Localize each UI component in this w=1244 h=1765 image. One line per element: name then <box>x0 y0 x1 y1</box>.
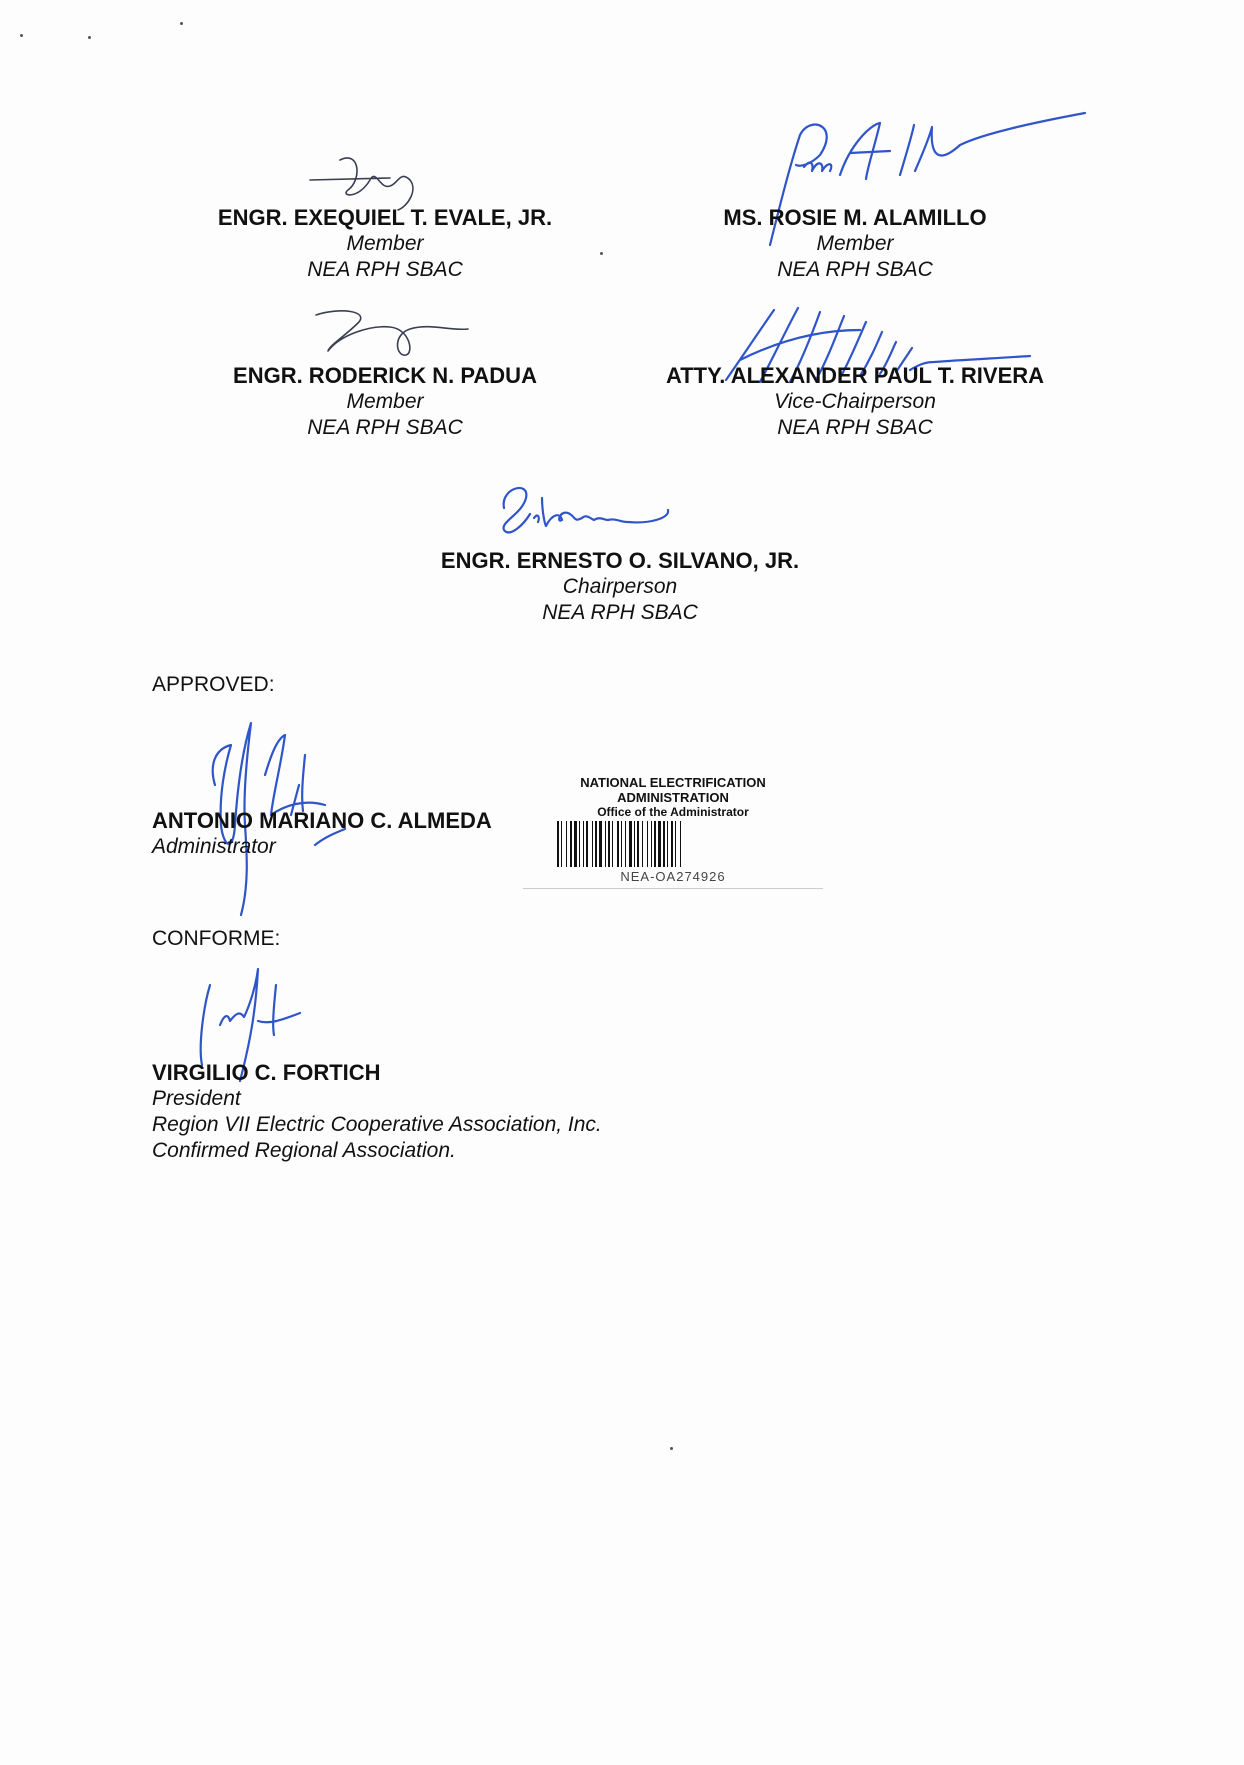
conforme-name: VIRGILIO C. FORTICH <box>152 1060 381 1085</box>
scan-speck <box>88 36 91 39</box>
stamp-line1: NATIONAL ELECTRIFICATION <box>580 775 766 790</box>
scan-speck <box>600 252 603 255</box>
scan-speck <box>180 22 183 25</box>
conforme-org-line1: Region VII Electric Cooperative Association, Inc. <box>152 1113 602 1136</box>
signatory-role: Member <box>346 232 424 255</box>
conforme-org-line2: Confirmed Regional Association. <box>152 1139 456 1162</box>
approved-label: APPROVED: <box>152 673 275 696</box>
signatory-name: ENGR. RODERICK N. PADUA <box>233 363 537 388</box>
stamp-code: NEA-OA274926 <box>620 869 726 884</box>
scan-speck <box>20 34 23 37</box>
approved-signatory <box>152 808 512 860</box>
signatory-padua <box>200 363 570 441</box>
signatory-org: NEA RPH SBAC <box>777 258 933 281</box>
signatory-role: Member <box>816 232 894 255</box>
signatory-name: ATTY. ALEXANDER PAUL T. RIVERA <box>665 363 1045 388</box>
signatory-org: NEA RPH SBAC <box>777 416 933 439</box>
signatory-org: NEA RPH SBAC <box>307 416 463 439</box>
signature-silvano <box>490 478 680 548</box>
signatory-alamillo <box>680 205 1030 283</box>
signatory-role: Chairperson <box>562 575 678 598</box>
nea-barcode-stamp <box>523 775 823 889</box>
signatory-rivera <box>645 363 1065 441</box>
approved-name: ANTONIO MARIANO C. ALMEDA <box>152 808 492 833</box>
signature-padua <box>310 305 480 365</box>
conforme-label: CONFORME: <box>152 927 281 950</box>
conforme-role: President <box>152 1087 241 1110</box>
approved-role: Administrator <box>152 835 276 858</box>
signatory-name: ENGR. ERNESTO O. SILVANO, JR. <box>440 548 800 573</box>
scan-speck <box>670 1447 673 1450</box>
signatory-role: Vice-Chairperson <box>774 390 936 413</box>
signatory-org: NEA RPH SBAC <box>307 258 463 281</box>
signatory-org: NEA RPH SBAC <box>542 601 698 624</box>
signatory-role: Member <box>346 390 424 413</box>
stamp-line2: ADMINISTRATION <box>617 790 729 805</box>
signatory-name: MS. ROSIE M. ALAMILLO <box>723 205 987 230</box>
stamp-divider <box>523 888 823 889</box>
signatory-name: ENGR. EXEQUIEL T. EVALE, JR. <box>217 205 553 230</box>
stamp-line3: Office of the Administrator <box>597 805 749 819</box>
signatory-silvano <box>425 548 815 626</box>
barcode-icon <box>555 821 791 867</box>
signatory-evale <box>200 205 570 283</box>
conforme-signatory <box>152 1060 712 1164</box>
